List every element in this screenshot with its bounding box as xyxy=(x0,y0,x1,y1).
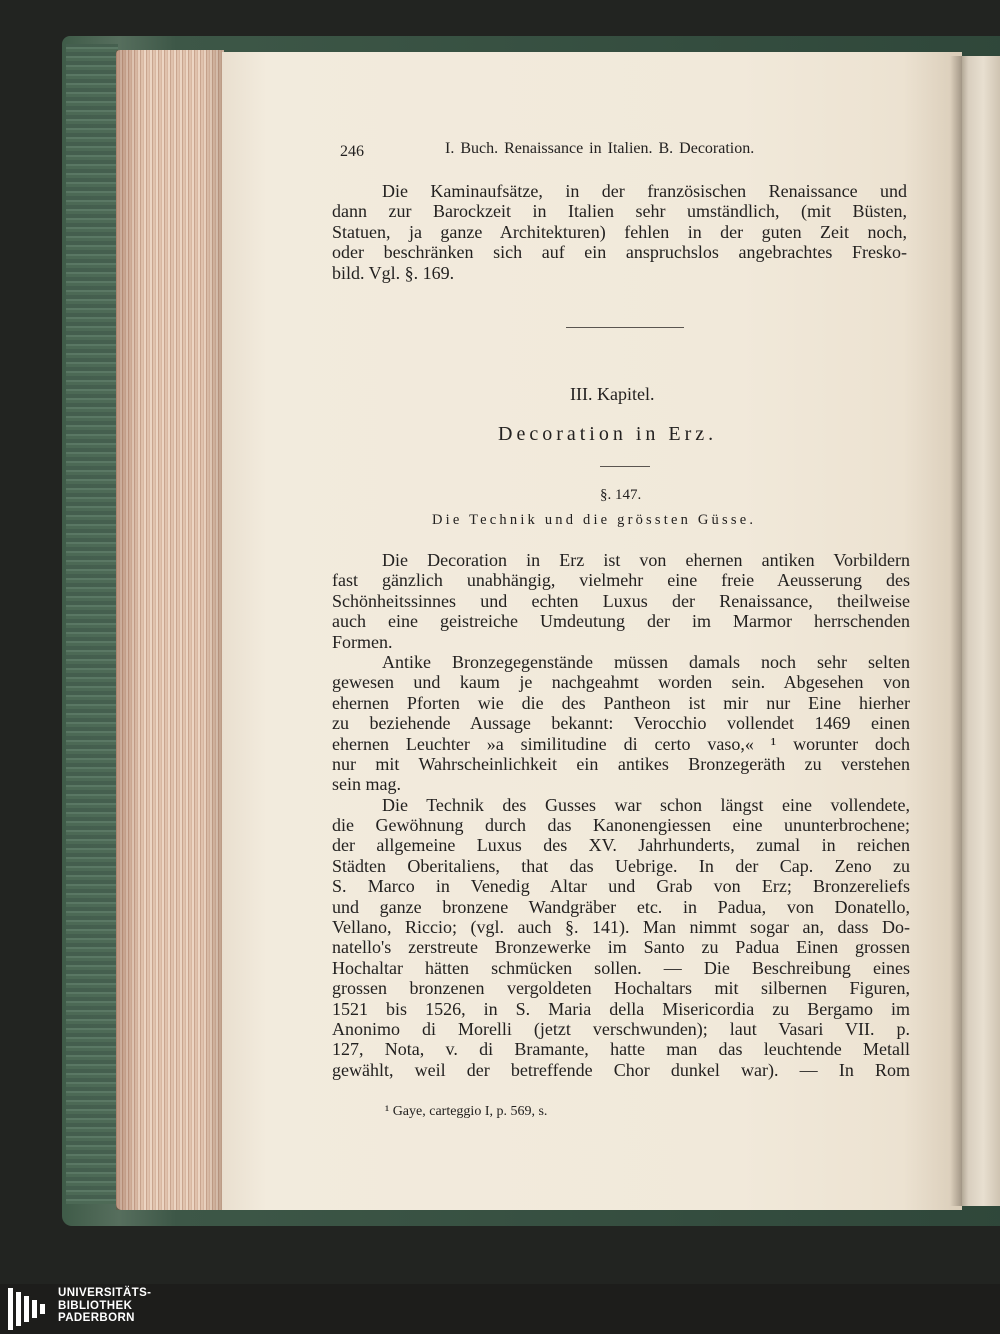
text-line: Die Decoration in Erz ist von ehernen antiken Vorbildern xyxy=(382,550,910,570)
opening-paragraph xyxy=(332,181,907,283)
chapter-divider xyxy=(600,466,650,467)
library-logo-icon xyxy=(8,1288,52,1332)
text-line: fast gänzlich unabhängig, vielmehr eine freie Aeusserung des xyxy=(332,570,910,591)
text-line: S. Marco in Venedig Altar und Grab von Erz; Bronzereliefs xyxy=(332,876,910,897)
text-line: 127, Nota, v. di Bramante, hatte man das leuchtende Metall xyxy=(332,1039,910,1060)
text-line: 1521 bis 1526, in S. Maria della Misericordia zu Bergamo im xyxy=(332,998,910,1019)
section-title: Die Technik und die grössten Güsse. xyxy=(432,512,757,528)
text-line: auch eine geistreiche Umdeutung der im Marmor herrschenden xyxy=(332,611,910,632)
page-number: 246 xyxy=(340,143,364,160)
text-line: gewesen und kaum je nachgeahmt worden sein. Abgesehen von xyxy=(332,672,910,693)
cover-spine-edge xyxy=(66,44,118,1204)
text-line: sein mag. xyxy=(332,774,401,795)
text-line: Hochaltar hätten schmücken sollen. — Die Beschreibung eines xyxy=(332,957,910,978)
text-line: bild. Vgl. §. 169. xyxy=(332,262,455,283)
text-line: dann zur Barockzeit in Italien sehr umständlich, (mit Büsten, xyxy=(332,201,907,222)
text-line: natello's zerstreute Bronzewerke im Santo zu Padua Einen grossen xyxy=(332,937,910,958)
footnote: ¹ Gaye, carteggio I, p. 569, s. xyxy=(385,1104,548,1119)
chapter-title: Decoration in Erz. xyxy=(498,423,718,445)
text-line: Vellano, Riccio; (vgl. auch §. 141). Man nimmt sogar an, dass Do- xyxy=(332,917,910,938)
text-line: ehernen Leuchter »a similitudine di certo vaso,« ¹ worunter doch xyxy=(332,733,910,754)
text-line: ehernen Pforten wie die des Pantheon ist mir nur Eine hierher xyxy=(332,692,910,713)
text-line: grossen bronzenen vergoldeten Hochaltars mit silbernen Figuren, xyxy=(332,978,910,999)
text-line: Schönheitssinnes und echten Luxus der Renaissance, theilweise xyxy=(332,590,910,611)
running-head: I. Buch. Renaissance in Italien. B. Decoration. xyxy=(445,140,755,157)
chapter-number: III. Kapitel. xyxy=(570,384,655,404)
text-line: der allgemeine Luxus des XV. Jahrhunderts, zumal in reichen xyxy=(332,835,910,856)
text-line: Anonimo di Morelli (jetzt verschwunden); laut Vasari VII. p. xyxy=(332,1018,910,1039)
section-divider xyxy=(566,327,684,328)
text-line: Formen. xyxy=(332,631,393,652)
text-line: Die Technik des Gusses war schon längst eine vollendete, xyxy=(382,794,910,815)
text-line: oder beschränken sich auf ein anspruchslos angebrachtes Fresko- xyxy=(332,242,907,263)
main-text xyxy=(332,550,910,1080)
text-line: Antike Bronzegegenstände müssen damals noch sehr selten xyxy=(382,651,910,672)
text-line: gewählt, weil der betreffende Chor dunkel war). — In Rom xyxy=(332,1059,910,1080)
library-name: UNIVERSITÄTS- BIBLIOTHEK PADERBORN xyxy=(58,1287,152,1324)
text-line: Die Kaminaufsätze, in der französischen Renaissance und xyxy=(382,181,907,201)
text-line: zu beziehende Aussage bekannt: Verocchio vollendet 1469 einen xyxy=(332,713,910,734)
section-number: §. 147. xyxy=(600,487,642,503)
text-line: und ganze bronzene Wandgräber etc. in Padua, von Donatello, xyxy=(332,896,910,917)
text-line: Statuen, ja ganze Architekturen) fehlen in der guten Zeit noch, xyxy=(332,221,907,242)
text-line: nur mit Wahrscheinlichkeit ein antikes Bronzegeräth zu verstehen xyxy=(332,753,910,774)
text-line: Städten Oberitaliens, that das Uebrige. In der Cap. Zeno zu xyxy=(332,855,910,876)
facing-page-edge xyxy=(958,56,1000,1206)
text-line: die Gewöhnung durch das Kanonengiessen eine ununterbrochene; xyxy=(332,815,910,836)
